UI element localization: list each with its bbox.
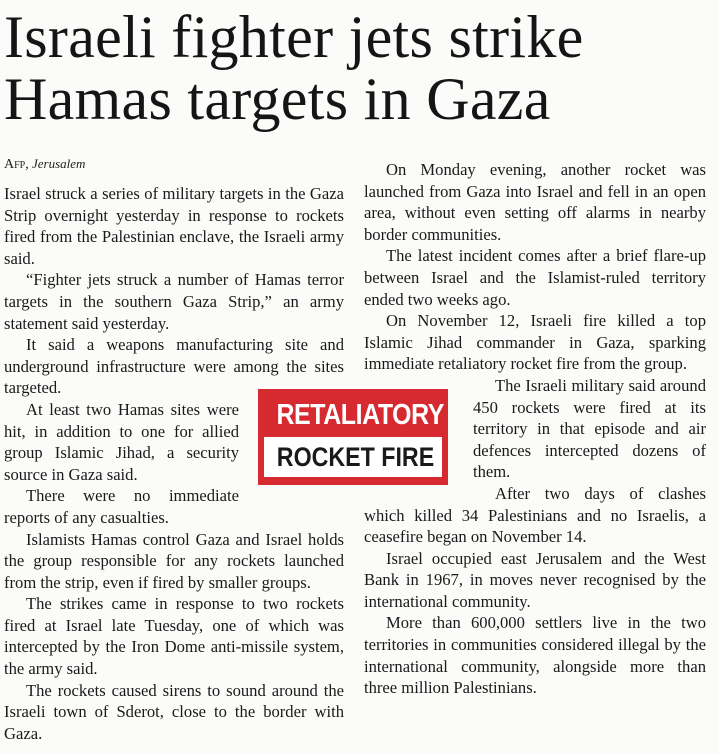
paragraph: The rockets caused sirens to sound around the Israeli town of Sderot, close to the border with Gaza. xyxy=(4,680,344,743)
paragraph: On Monday evening, another rocket was launched from Gaza into Israel and fell in an open area, without even setting off alarms in nearby border communities. xyxy=(364,160,706,244)
paragraph: There were no immediate reports of any casualties. xyxy=(4,486,239,527)
paragraph: The strikes came in response to two rockets fired at Israel late Tuesday, one of which was intercepted by the Iron Dome anti-missile system, the army said. xyxy=(4,594,344,679)
paragraph: The latest incident comes after a brief flare-up between Israel and the Islamist-ruled territory ended two weeks ago. xyxy=(364,246,706,309)
headline xyxy=(4,6,716,130)
byline-agency: Afp, xyxy=(4,157,29,172)
paragraph: The Israeli military said around 450 rockets were fired at its territory in that episode and air defences intercepted dozens of them. xyxy=(473,375,706,482)
paragraph: After two days of clashes which killed 34 Palestinians and no Israelis, a ceasefire began on November 14. xyxy=(364,483,706,547)
paragraph: At least two Hamas sites were hit, in addition to one for allied group Islamic Jihad, a security source in Gaza said. xyxy=(4,399,239,484)
pullquote-line-2-box xyxy=(264,437,442,477)
pullquote-box xyxy=(258,389,448,485)
paragraph: More than 600,000 settlers live in the two territories in communities considered illegal by the international community, alongside more than three million Palestinians. xyxy=(364,613,706,698)
paragraph: Israel struck a series of military targets in the Gaza Strip overnight yesterday in response to rockets fired from the Palestinian enclave, the Israeli army said. xyxy=(4,184,344,268)
paragraph: “Fighter jets struck a number of Hamas terror targets in the southern Gaza Strip,” an army statement said yesterday. xyxy=(4,270,344,333)
headline-line-2: Hamas targets in Gaza xyxy=(4,66,551,132)
pullquote-line-1: RETALIATORY xyxy=(276,399,444,431)
byline xyxy=(4,156,85,173)
headline-line-1: Israeli fighter jets strike xyxy=(4,4,584,70)
paragraph: Islamists Hamas control Gaza and Israel holds the group responsible for any rockets launched from the strip, even if fired by smaller groups. xyxy=(4,529,344,592)
paragraph: It said a weapons manufacturing site and underground infrastructure were among the sites targeted. xyxy=(4,335,344,398)
byline-place: Jerusalem xyxy=(31,156,86,171)
pullquote-line-2: ROCKET FIRE xyxy=(276,442,435,472)
paragraph: On November 12, Israeli fire killed a top Islamic Jihad commander in Gaza, sparking immediate retaliatory rocket fire from the group. xyxy=(364,311,706,374)
paragraph: Israel occupied east Jerusalem and the West Bank in 1967, in moves never recognised by the international community. xyxy=(364,548,706,611)
